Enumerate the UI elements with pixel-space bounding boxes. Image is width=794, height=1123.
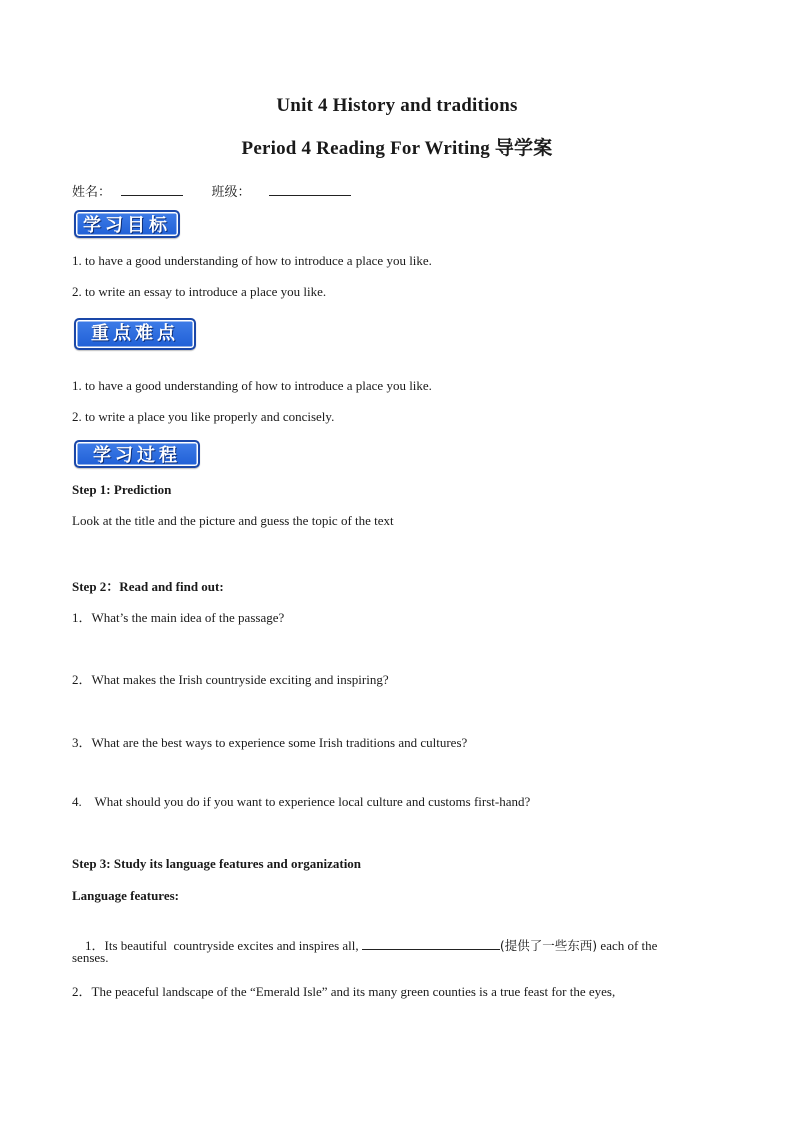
language-item-1-continued: senses. [72, 950, 109, 965]
key-point-item-2: 2. to write a place you like properly and concisely. [72, 409, 335, 424]
process-badge: 学习过程 [74, 440, 200, 468]
step1-text: Look at the title and the picture and guess the topic of the text [72, 513, 394, 528]
language-item-1-blank[interactable] [362, 935, 500, 950]
language-item-1 [72, 919, 657, 970]
step1-heading: Step 1: Prediction [72, 482, 172, 497]
title-unit: Unit 4 History and traditions [276, 95, 518, 116]
name-label: 姓名： [72, 185, 112, 200]
name-blank[interactable] [121, 181, 183, 196]
objective-item-2: 2. to write an essay to introduce a place you like. [72, 284, 327, 299]
language-item-1-hint: (提供了一些东西) [499, 938, 598, 953]
student-info-row [72, 181, 351, 200]
class-blank[interactable] [269, 181, 351, 196]
step2-question-4: 4. What should you do if you want to experience local culture and customs first-hand? [72, 794, 531, 809]
objective-item-1: 1. to have a good understanding of how to introduce a place you like. [72, 253, 432, 268]
step2-heading: Step 2：Read and find out: [72, 579, 224, 594]
language-item-1-tail: each of the [597, 938, 658, 953]
objectives-badge: 学习目标 [74, 210, 180, 238]
language-item-2: 2．The peaceful landscape of the “Emerald Isle” and its many green counties is a true feast for the eyes, [72, 984, 616, 999]
language-item-1-text: 1．Its beautiful countryside excites and inspires all, [85, 938, 362, 953]
title-period: Period 4 Reading For Writing 导学案 [241, 138, 553, 159]
step3-heading: Step 3: Study its language features and organization [72, 856, 362, 871]
step2-question-2: 2．What makes the Irish countryside exciting and inspiring? [72, 672, 389, 687]
key-point-item-1: 1. to have a good understanding of how to introduce a place you like. [72, 378, 432, 393]
class-label: 班级： [211, 185, 251, 200]
key-points-badge: 重点难点 [74, 318, 196, 350]
language-features-heading: Language features: [72, 888, 180, 903]
step2-question-3: 3．What are the best ways to experience some Irish traditions and cultures? [72, 735, 468, 750]
step2-question-1: 1．What’s the main idea of the passage? [72, 610, 285, 625]
